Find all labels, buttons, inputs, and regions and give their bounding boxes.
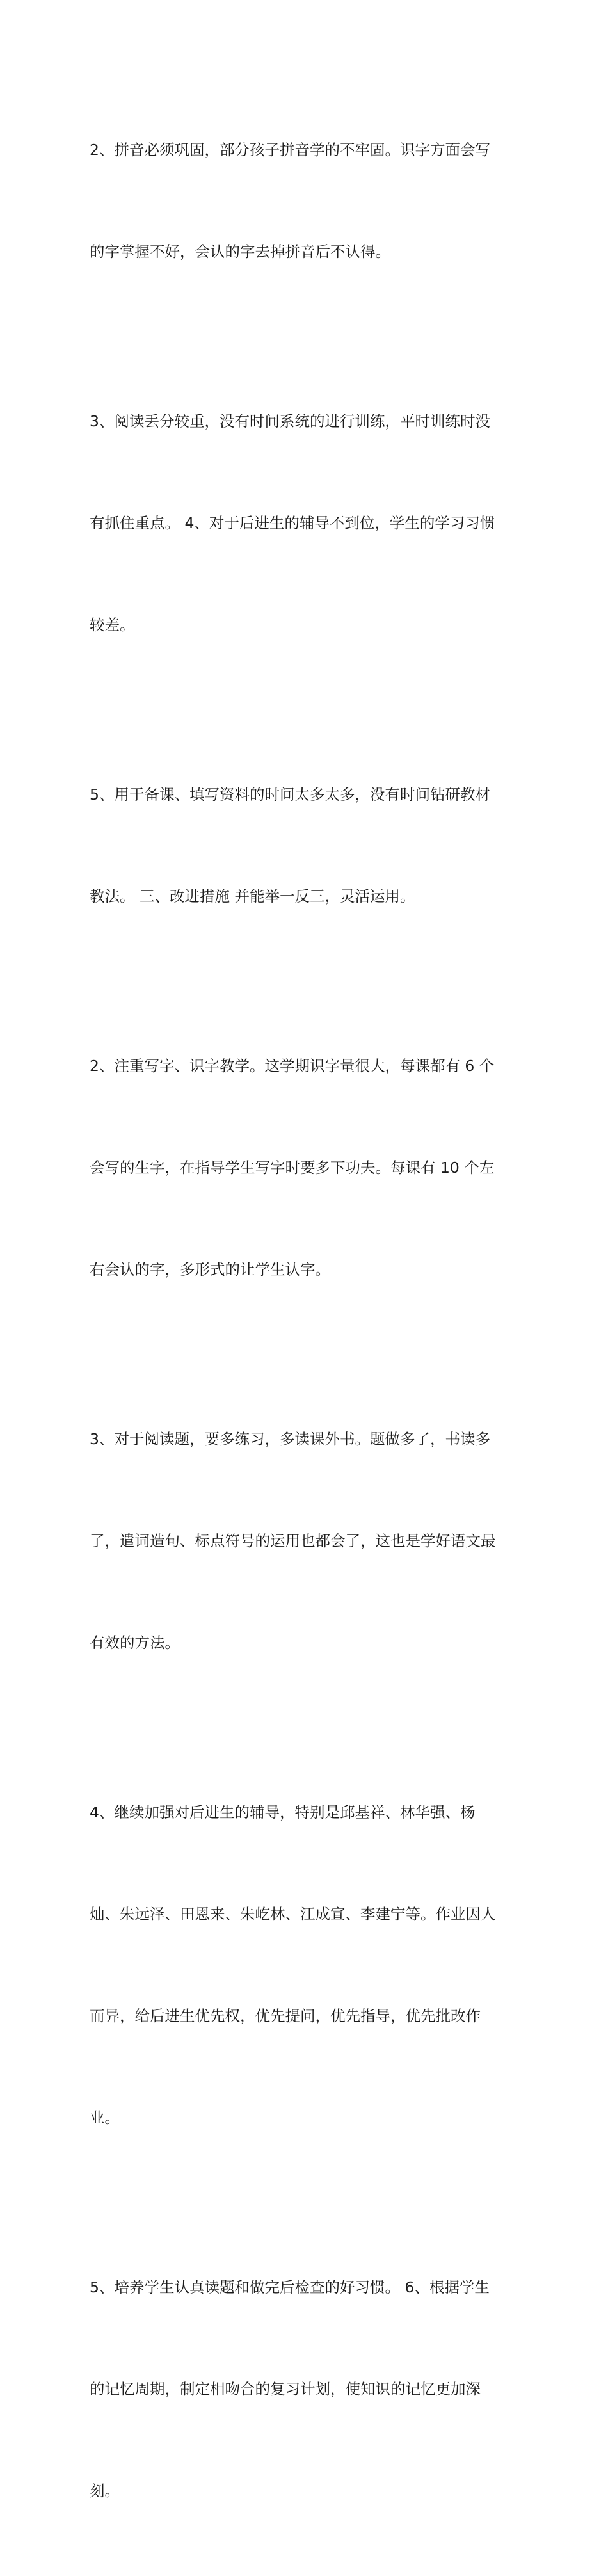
text-line: 2、拼音必须巩固，部分孩子拼音学的不牢固。识字方面会写 — [90, 141, 490, 159]
text-line: 2、注重写字、识字教学。这学期识字量很大，每课都有 6 个 — [90, 1057, 495, 1075]
text-line: 刻。 — [90, 2482, 120, 2500]
text-line: 教法。 三、改进措施 并能举一反三，灵活运用。 — [90, 887, 415, 905]
text-line: 有抓住重点。 4、对于后进生的辅导不到位，学生的学习习惯 — [90, 514, 495, 532]
text-line: 3、对于阅读题，要多练习，多读课外书。题做多了，书读多 — [90, 1430, 490, 1448]
paragraph-pinyin-issue — [90, 65, 525, 337]
text-line: 而异，给后进生优先权，优先提问，优先指导，优先批改作 — [90, 2007, 481, 2025]
text-line: 的字掌握不好，会认的字去掉拼音后不认得。 — [90, 243, 390, 261]
text-line: 灿、朱远泽、田恩来、朱屹林、江成宣、李建宁等。作业因人 — [90, 1905, 496, 1923]
text-line: 3、阅读丢分较重，没有时间系统的进行训练，平时训练时没 — [90, 412, 490, 430]
text-line: 了，遣词造句、标点符号的运用也都会了，这也是学好语文最 — [90, 1532, 496, 1550]
text-line: 会写的生字，在指导学生写字时要多下功夫。每课有 10 个左 — [90, 1159, 495, 1177]
paragraph-reading-issue — [90, 337, 525, 710]
text-line: 较差。 — [90, 616, 135, 634]
paragraph-reading-practice — [90, 1355, 525, 1728]
text-line: 业。 — [90, 2109, 120, 2127]
text-line: 右会认的字，多形式的让学生认字。 — [90, 1260, 330, 1278]
text-line: 5、用于备课、填写资料的时间太多太多，没有时间钻研教材 — [90, 785, 490, 803]
text-line: 5、培养学生认真读题和做完后检查的好习惯。 6、根据学生 — [90, 2278, 490, 2296]
text-line: 的记忆周期，制定相吻合的复习计划，使知识的记忆更加深 — [90, 2380, 481, 2398]
paragraph-writing-literacy — [90, 981, 525, 1355]
paragraph-study-habits — [90, 2203, 525, 2576]
text-line: 有效的方法。 — [90, 1634, 180, 1652]
paragraph-struggling-students — [90, 1728, 525, 2203]
document-body — [90, 65, 525, 2576]
text-line: 4、继续加强对后进生的辅导，特别是邱基祥、林华强、杨 — [90, 1803, 476, 1821]
paragraph-prep-time-issue — [90, 710, 525, 981]
